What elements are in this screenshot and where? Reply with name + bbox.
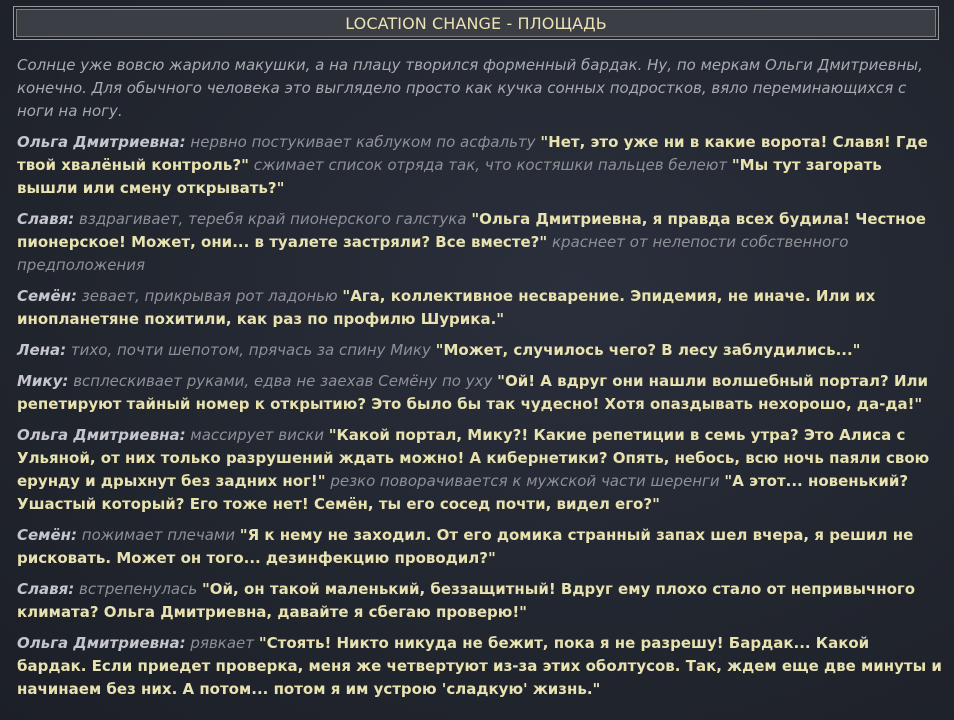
speaker-name: Ольга Дмитриевна: (17, 133, 186, 151)
action-text: пожимает плечами (81, 526, 235, 544)
location-title: LOCATION CHANGE - ПЛОЩАДЬ (16, 9, 936, 37)
dialogue-list (17, 131, 942, 701)
speech-text: "Мы тут загорать вышли или смену открывать?" (17, 156, 882, 197)
dialogue-line (17, 370, 942, 416)
action-text: нервно постукивает каблуком по асфальту (190, 133, 536, 151)
dialogue-line (17, 424, 942, 516)
speech-text: "Ой, он такой маленький, беззащитный! Вдруг ему плохо стало от непривычного климата? Ольга Дмитриевна, давайте я сбегаю проверю!" (17, 580, 916, 621)
speech-text: "Ага, коллективное несварение. Эпидемия, не иначе. Или их инопланетяне похитили, как раз по профилю Шурика." (17, 287, 876, 328)
action-text: рявкает (190, 634, 255, 652)
dialogue-line (17, 131, 942, 200)
speaker-name: Ольга Дмитриевна: (17, 426, 186, 444)
speech-text: "Ольга Дмитриевна, я правда всех будила! Честное пионерское! Может, они... в туалете застряли? Все вместе?" (17, 210, 926, 251)
speaker-name: Семён: (17, 526, 77, 544)
speaker-name: Мику: (17, 372, 69, 390)
dialogue-line (17, 578, 942, 624)
action-text: встрепенулась (79, 580, 198, 598)
dialogue-line (17, 632, 942, 701)
location-header (13, 6, 939, 40)
speaker-name: Славя: (17, 580, 75, 598)
speech-text: "Какой портал, Мику?! Какие репетиции в семь утра? Это Алиса с Ульяной, от них только разрушений ждать можно! А кибернетики? Опять, небось, всю ночь паяли свою ерунду и дрыхнут без задних ног!" (17, 426, 930, 490)
speaker-name: Славя: (17, 210, 75, 228)
speaker-name: Ольга Дмитриевна: (17, 634, 186, 652)
action-text: массирует виски (190, 426, 324, 444)
action-text: всплескивает руками, едва не заехав Семёну по уху (73, 372, 493, 390)
action-text: зевает, прикрывая рот ладонью (81, 287, 338, 305)
dialogue-line (17, 208, 942, 277)
dialogue-line (17, 524, 942, 570)
dialogue-line (17, 285, 942, 331)
narration-text: Солнце уже вовсю жарило макушки, а на плацу творился форменный бардак. Ну, по меркам Ольги Дмитриевны, конечно. Для обычного человека это выглядело просто как кучка сонных подростков, вяло переминающихся с ноги на ногу. (17, 56, 923, 120)
speaker-name: Семён: (17, 287, 77, 305)
speech-text: "Может, случилось чего? В лесу заблудились..." (435, 341, 861, 359)
action-text: тихо, почти шепотом, прячась за спину Мику (70, 341, 431, 359)
dialogue-line (17, 339, 942, 362)
action-text: сжимает список отряда так, что костяшки пальцев белеют (253, 156, 728, 174)
speech-text: "Ой! А вдруг они нашли волшебный портал? Или репетируют тайный номер к открытию? Это было бы так чудесно! Хотя опаздывать нехорошо, да-да!" (17, 372, 929, 413)
speech-text: "Нет, это уже ни в какие ворота! Славя! Где твой хвалёный контроль?" (17, 133, 928, 174)
speaker-name: Лена: (17, 341, 67, 359)
action-text: вздрагивает, теребя край пионерского галстука (79, 210, 467, 228)
speech-text: "А этот... новенький? Ушастый который? Его тоже нет! Семён, ты его сосед почти, видел его?" (17, 472, 909, 513)
speech-text: "Стоять! Никто никуда не бежит, пока я не разрешу! Бардак... Какой бардак. Если приедет проверка, меня же четвертуют из-за этих оболтусов. Так, ждем еще две минуты и начинаем без них. А потом... потом я им устрою 'сладкую' жизнь." (17, 634, 942, 698)
action-text: краснеет от нелепости собственного предположения (17, 233, 849, 274)
action-text: резко поворачивается к мужской части шеренги (330, 472, 720, 490)
speech-text: "Я к нему не заходил. От его домика странный запах шел вчера, я решил не рисковать. Может он того... дезинфекцию проводил?" (17, 526, 914, 567)
